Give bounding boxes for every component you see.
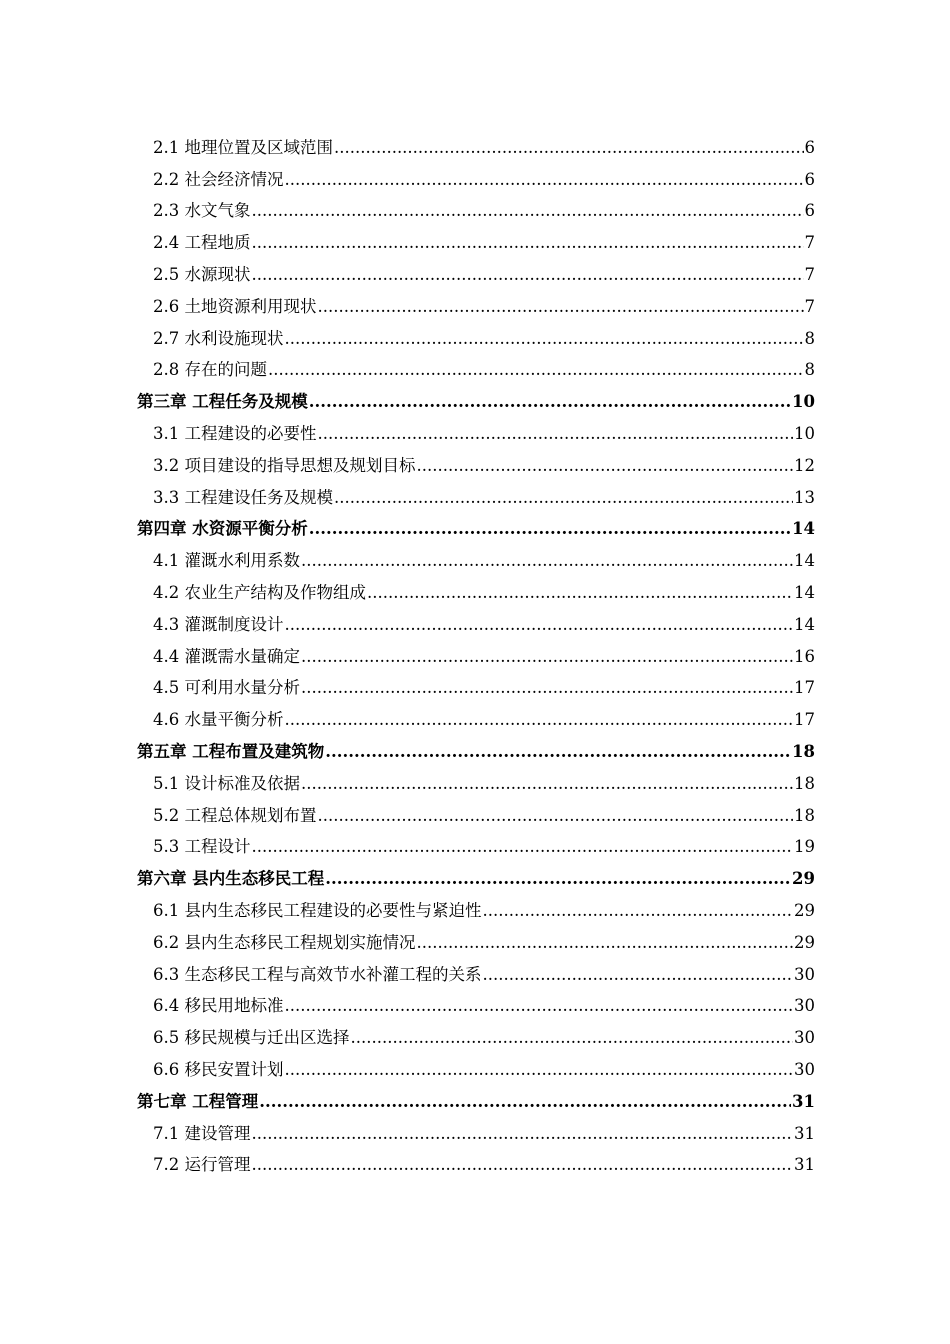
toc-entry-label: 第五章 工程布置及建筑物 (137, 742, 325, 762)
toc-dot-leader (309, 519, 791, 539)
toc-page-number: 18 (794, 773, 815, 793)
toc-page-number: 10 (794, 424, 815, 444)
toc-dot-leader (285, 615, 794, 635)
toc-entry-label: 4.6 水量平衡分析 (153, 710, 284, 730)
toc-section-entry[interactable] (0, 673, 815, 705)
toc-entry-label: 第四章 水资源平衡分析 (137, 519, 308, 539)
toc-dot-leader (252, 233, 804, 253)
toc-section-entry[interactable] (0, 323, 815, 355)
toc-dot-leader (417, 933, 794, 953)
toc-dot-leader (259, 1092, 791, 1112)
toc-page-number: 14 (794, 551, 815, 571)
toc-dot-leader (483, 965, 794, 985)
toc-entry-label: 3.2 项目建设的指导思想及规划目标 (153, 455, 416, 475)
toc-page-number: 30 (794, 1060, 815, 1079)
toc-entry-label: 6.3 生态移民工程与高效节水补灌工程的关系 (153, 964, 482, 984)
toc-page-number: 7 (804, 296, 815, 316)
toc-dot-leader (318, 297, 804, 317)
toc-section-entry[interactable] (0, 959, 815, 991)
toc-dot-leader (252, 265, 804, 285)
toc-page-number: 12 (794, 455, 815, 475)
toc-page-number: 14 (792, 519, 815, 539)
toc-entry-label: 5.2 工程总体规划布置 (153, 805, 317, 825)
toc-section-entry[interactable] (0, 1118, 815, 1150)
toc-page-number: 14 (794, 583, 815, 603)
toc-page-number: 30 (794, 996, 815, 1016)
toc-section-entry[interactable] (0, 196, 815, 228)
toc-section-entry[interactable] (0, 991, 815, 1023)
toc-section-entry[interactable] (0, 800, 815, 832)
toc-entry-label: 2.4 工程地质 (153, 233, 251, 253)
toc-entry-label: 4.2 农业生产结构及作物组成 (153, 583, 366, 603)
toc-dot-leader (285, 710, 794, 730)
toc-entry-label: 2.2 社会经济情况 (153, 169, 284, 189)
toc-entry-label: 4.4 灌溉需水量确定 (153, 646, 300, 666)
toc-dot-leader (318, 424, 794, 444)
toc-entry-label: 6.4 移民用地标准 (153, 996, 284, 1016)
toc-page-number: 18 (792, 742, 815, 762)
toc-entry-label: 6.6 移民安置计划 (153, 1060, 284, 1079)
toc-dot-leader (301, 551, 793, 571)
toc-section-entry[interactable] (0, 895, 815, 927)
toc-section-entry[interactable] (0, 1054, 815, 1086)
toc-entry-label: 2.5 水源现状 (153, 265, 251, 285)
toc-section-entry[interactable] (0, 832, 815, 864)
toc-dot-leader (309, 392, 791, 412)
toc-entry-label: 4.1 灌溉水利用系数 (153, 551, 300, 571)
toc-dot-leader (417, 456, 794, 476)
toc-entry-label: 2.1 地理位置及区域范围 (153, 137, 333, 157)
toc-section-entry[interactable] (0, 927, 815, 959)
toc-entry-label: 5.3 工程设计 (153, 837, 251, 857)
toc-dot-leader (252, 1155, 794, 1175)
toc-entry-label: 2.8 存在的问题 (153, 360, 267, 380)
toc-dot-leader (334, 138, 804, 158)
toc-entry-label: 4.5 可利用水量分析 (153, 678, 300, 698)
toc-dot-leader (301, 774, 793, 794)
toc-section-entry[interactable] (0, 227, 815, 259)
toc-page-number: 29 (792, 869, 815, 889)
toc-section-entry[interactable] (0, 1022, 815, 1054)
toc-entry-label: 6.1 县内生态移民工程建设的必要性与紧迫性 (153, 901, 482, 921)
toc-dot-leader (334, 488, 793, 508)
toc-dot-leader (301, 678, 793, 698)
toc-entry-label: 3.1 工程建设的必要性 (153, 424, 317, 444)
toc-section-entry[interactable] (0, 291, 815, 323)
toc-page-number: 18 (794, 805, 815, 825)
toc-dot-leader (301, 647, 793, 667)
toc-page-number: 8 (804, 328, 815, 348)
toc-section-entry[interactable] (0, 132, 815, 164)
toc-section-entry[interactable] (0, 641, 815, 673)
toc-dot-leader (325, 742, 791, 762)
toc-entry-label: 第七章 工程管理 (137, 1091, 259, 1111)
toc-page-number: 29 (794, 932, 815, 952)
toc-page-number: 30 (794, 964, 815, 984)
toc-page-number: 19 (794, 837, 815, 857)
table-of-contents (0, 132, 950, 1181)
toc-page-number: 29 (794, 901, 815, 921)
toc-chapter-entry[interactable] (0, 514, 815, 546)
toc-dot-leader (268, 360, 804, 380)
toc-section-entry[interactable] (0, 577, 815, 609)
toc-page-number: 30 (794, 1028, 815, 1048)
toc-section-entry[interactable] (0, 545, 815, 577)
toc-page-number: 10 (792, 392, 815, 412)
toc-chapter-entry[interactable] (0, 736, 815, 768)
toc-page-number: 31 (794, 1155, 815, 1175)
toc-section-entry[interactable] (0, 609, 815, 641)
toc-dot-leader (252, 201, 804, 221)
toc-dot-leader (252, 1124, 794, 1144)
toc-chapter-entry[interactable] (0, 386, 815, 418)
toc-page-number: 13 (794, 487, 815, 507)
toc-page-number: 31 (794, 1123, 815, 1143)
toc-chapter-entry[interactable] (0, 863, 815, 895)
toc-dot-leader (367, 583, 793, 603)
toc-page-number: 6 (804, 169, 815, 189)
toc-entry-label: 7.2 运行管理 (153, 1155, 251, 1175)
toc-entry-label: 3.3 工程建设任务及规模 (153, 487, 333, 507)
toc-entry-label: 第三章 工程任务及规模 (137, 392, 308, 412)
toc-section-entry[interactable] (0, 482, 815, 514)
toc-page-number: 8 (804, 360, 815, 380)
toc-entry-label: 2.3 水文气象 (153, 201, 251, 221)
toc-dot-leader (285, 996, 794, 1016)
toc-dot-leader (252, 837, 794, 857)
toc-section-entry[interactable] (0, 164, 815, 196)
toc-chapter-entry[interactable] (0, 1086, 815, 1118)
toc-page-number: 17 (794, 710, 815, 730)
toc-section-entry[interactable] (0, 418, 815, 450)
toc-page-number: 31 (792, 1091, 815, 1111)
toc-dot-leader (325, 869, 791, 889)
toc-dot-leader (351, 1028, 794, 1048)
toc-section-entry[interactable] (0, 450, 815, 482)
toc-entry-label: 7.1 建设管理 (153, 1123, 251, 1143)
toc-entry-label: 第六章 县内生态移民工程 (137, 869, 325, 889)
toc-section-entry[interactable] (0, 355, 815, 387)
toc-entry-label: 2.7 水利设施现状 (153, 328, 284, 348)
toc-entry-label: 2.6 土地资源利用现状 (153, 296, 317, 316)
toc-dot-leader (318, 806, 794, 826)
toc-dot-leader (483, 901, 794, 921)
toc-entry-label: 5.1 设计标准及依据 (153, 773, 300, 793)
toc-page-number: 14 (794, 614, 815, 634)
toc-section-entry[interactable] (0, 768, 815, 800)
toc-page-number: 17 (794, 678, 815, 698)
toc-section-entry[interactable] (0, 704, 815, 736)
toc-page-number: 7 (804, 265, 815, 285)
toc-page-number: 6 (804, 137, 815, 157)
toc-entry-label: 4.3 灌溉制度设计 (153, 614, 284, 634)
toc-page-number: 7 (804, 233, 815, 253)
toc-section-entry[interactable] (0, 259, 815, 291)
toc-dot-leader (285, 329, 804, 349)
toc-entry-label: 6.5 移民规模与迁出区选择 (153, 1028, 350, 1048)
toc-page-number: 16 (794, 646, 815, 666)
toc-entry-label: 6.2 县内生态移民工程规划实施情况 (153, 932, 416, 952)
toc-page-number: 6 (804, 201, 815, 221)
toc-dot-leader (285, 170, 804, 190)
toc-dot-leader (285, 1060, 794, 1080)
toc-section-entry[interactable] (0, 1150, 815, 1182)
